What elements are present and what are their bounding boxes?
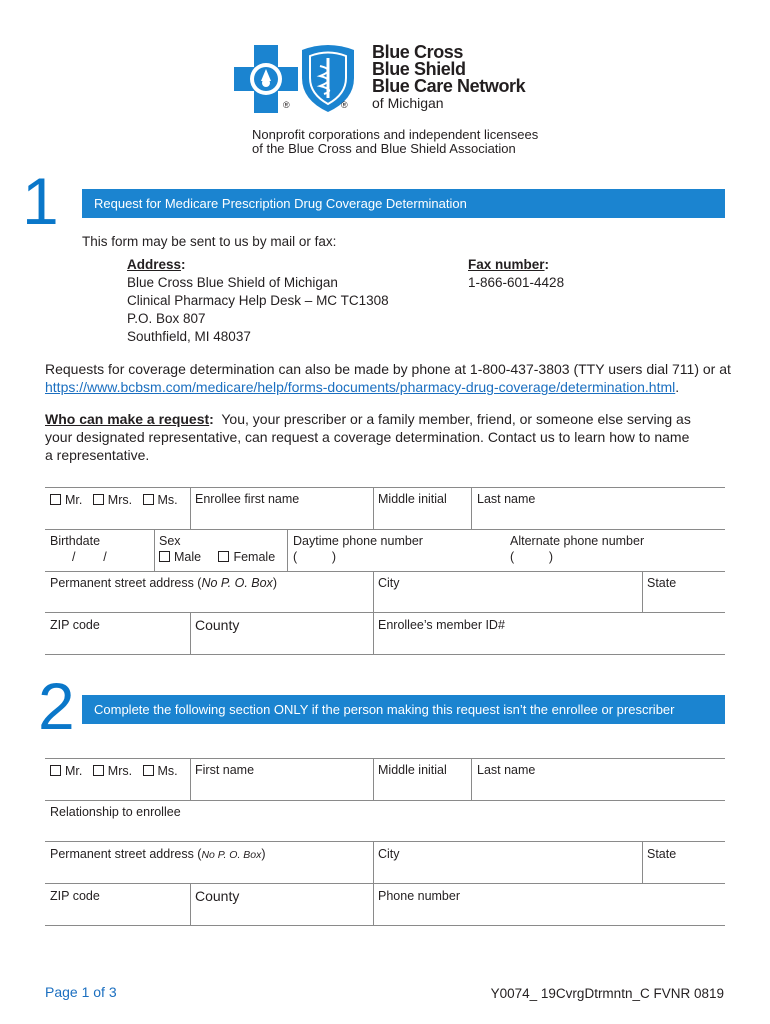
birthdate-format: / /	[72, 550, 107, 564]
phone-request-text: Requests for coverage determination can also be made by phone at 1-800-437-3803 (TTY users dial 711) or at https://www.bcbsm.com/medicare/help/forms-documents/pharmacy-drug-coverage/determination.html.	[45, 360, 735, 396]
fax-label: Fax number	[468, 257, 545, 272]
section-title-bar: Complete the following section ONLY if the person making this request isn’t the enrollee or prescriber	[82, 695, 725, 724]
brand-line: of Michigan	[372, 95, 444, 111]
street-label: Permanent street address (	[50, 576, 202, 590]
requester-middle-initial-field[interactable]: Middle initial	[378, 763, 447, 777]
requester-first-name-field[interactable]: First name	[195, 763, 255, 777]
form-rule	[45, 529, 725, 530]
intro-text: This form may be sent to us by mail or fax:	[82, 234, 337, 249]
female-checkbox[interactable]	[218, 551, 229, 562]
middle-initial-field[interactable]: Middle initial	[378, 492, 447, 506]
assoc-line: Nonprofit corporations and independent licensees	[252, 127, 539, 142]
city-field[interactable]: City	[378, 576, 400, 590]
assoc-line: of the Blue Cross and Blue Shield Association	[252, 141, 516, 156]
male-checkbox[interactable]	[159, 551, 170, 562]
brand-line: Blue Care Network	[372, 76, 526, 96]
address-line: Clinical Pharmacy Help Desk – MC TC1308	[127, 293, 389, 308]
section-number: 1	[22, 164, 59, 238]
form-rule	[45, 800, 725, 801]
last-name-field[interactable]: Last name	[477, 492, 536, 506]
address-line: Southfield, MI 48037	[127, 329, 251, 344]
page-number: Page 1 of 3	[45, 984, 117, 1000]
brand-name	[372, 44, 525, 112]
address-block: Address: Blue Cross Blue Shield of Michigan Clinical Pharmacy Help Desk – MC TC1308 P.O. Box 807 Southfield, MI 48037	[127, 257, 389, 344]
blue-shield-logo-icon	[298, 44, 358, 112]
phone-paren: ( )	[293, 550, 337, 564]
female-label: Female	[233, 550, 276, 564]
birthdate-label: Birthdate	[50, 534, 101, 548]
form-divider	[471, 487, 472, 529]
fax-block: Fax number: 1-866-601-4428	[468, 257, 565, 290]
form-rule	[45, 612, 725, 613]
who-text: You, your prescriber or a family member, friend, or someone else serving as	[221, 411, 691, 427]
fax-number: 1-866-601-4428	[468, 275, 565, 290]
mr-checkbox[interactable]	[50, 494, 61, 505]
form-rule	[45, 883, 725, 884]
street-label-end: )	[261, 847, 266, 861]
title-checkboxes	[50, 492, 178, 508]
zip-field[interactable]: ZIP code	[50, 618, 100, 632]
form-code: Y0074_ 19CvrgDtrmntn_C FVNR 0819	[490, 986, 724, 1001]
requester-phone-field[interactable]: Phone number	[378, 889, 461, 903]
alt-phone-label: Alternate phone number	[510, 534, 645, 548]
form-rule	[45, 925, 725, 926]
street-note: No P. O. Box	[201, 576, 273, 590]
form-rule	[45, 758, 725, 759]
street-label-end: )	[272, 576, 277, 590]
section-title-bar: Request for Medicare Prescription Drug Coverage Determination	[82, 189, 725, 218]
registered-mark: ®	[283, 100, 290, 110]
phone-paren: ( )	[510, 550, 554, 564]
form-divider	[190, 758, 191, 800]
form-rule	[45, 654, 725, 655]
mr-checkbox[interactable]	[50, 765, 61, 776]
requester-street-field[interactable]	[50, 846, 266, 863]
who-text: a representative.	[45, 447, 150, 463]
daytime-phone-label: Daytime phone number	[293, 534, 423, 548]
section-number: 2	[38, 669, 75, 743]
form-rule	[45, 841, 725, 842]
sex-label: Sex	[159, 534, 181, 548]
street-label: Permanent street address (	[50, 847, 202, 861]
mrs-checkbox[interactable]	[93, 765, 104, 776]
mrs-checkbox[interactable]	[93, 494, 104, 505]
who-label: Who can make a request	[45, 411, 210, 427]
form-rule	[45, 571, 725, 572]
coverage-url-link[interactable]: https://www.bcbsm.com/medicare/help/forms-documents/pharmacy-drug-coverage/determination.html	[45, 379, 676, 395]
form-divider	[190, 487, 191, 529]
address-label: Address	[127, 257, 182, 272]
street-address-field[interactable]	[50, 575, 277, 591]
form-divider	[471, 758, 472, 800]
title-checkboxes	[50, 763, 178, 779]
who-can-request: Who can make a request: You, your prescriber or a family member, friend, or someone else serving as your designated representative, can request a coverage determination. Contact us to learn how to name a representative.	[45, 410, 735, 464]
alternate-phone-field[interactable]	[510, 533, 644, 565]
requester-county-field[interactable]: County	[195, 888, 240, 904]
mr-label: Mr.	[65, 764, 83, 778]
registered-mark: ®	[341, 100, 348, 110]
ms-label: Ms.	[157, 493, 178, 507]
who-text: your designated representative, can request a coverage determination. Contact us to learn how to name	[45, 429, 690, 445]
enrollee-first-name-field[interactable]: Enrollee first name	[195, 492, 300, 506]
form-divider	[642, 841, 643, 883]
county-field[interactable]: County	[195, 617, 240, 633]
mrs-label: Mrs.	[107, 764, 133, 778]
male-label: Male	[174, 550, 202, 564]
address-line: Blue Cross Blue Shield of Michigan	[127, 275, 338, 290]
ms-label: Ms.	[157, 764, 178, 778]
requester-zip-field[interactable]: ZIP code	[50, 889, 100, 903]
mrs-label: Mrs.	[107, 493, 133, 507]
form-divider	[154, 529, 155, 571]
street-note: No P. O. Box	[201, 849, 262, 861]
ms-checkbox[interactable]	[143, 765, 154, 776]
form-divider	[190, 883, 191, 925]
mr-label: Mr.	[65, 493, 83, 507]
requester-last-name-field[interactable]: Last name	[477, 763, 536, 777]
form-divider	[373, 487, 374, 529]
form-divider	[373, 758, 374, 800]
form-divider	[190, 612, 191, 654]
state-field[interactable]: State	[647, 576, 677, 590]
form-divider	[642, 571, 643, 612]
brand-line: Blue Shield	[372, 59, 466, 79]
form-rule	[45, 487, 725, 488]
address-line: P.O. Box 807	[127, 311, 206, 326]
requester-state-field[interactable]: State	[647, 847, 677, 861]
daytime-phone-field[interactable]	[293, 533, 423, 565]
brand-line: Blue Cross	[372, 42, 464, 62]
sex-field	[159, 533, 275, 565]
phone-text: Requests for coverage determination can also be made by phone at 1-800-437-3803 (TTY users dial 711) or at	[45, 361, 731, 377]
form-divider	[373, 571, 374, 654]
relationship-field[interactable]: Relationship to enrollee	[50, 805, 181, 819]
association-statement	[252, 128, 538, 156]
birthdate-field[interactable]	[50, 533, 107, 565]
form-divider	[287, 529, 288, 571]
requester-city-field[interactable]: City	[378, 847, 400, 861]
member-id-field[interactable]: Enrollee’s member ID#	[378, 618, 505, 632]
ms-checkbox[interactable]	[143, 494, 154, 505]
form-divider	[373, 841, 374, 925]
